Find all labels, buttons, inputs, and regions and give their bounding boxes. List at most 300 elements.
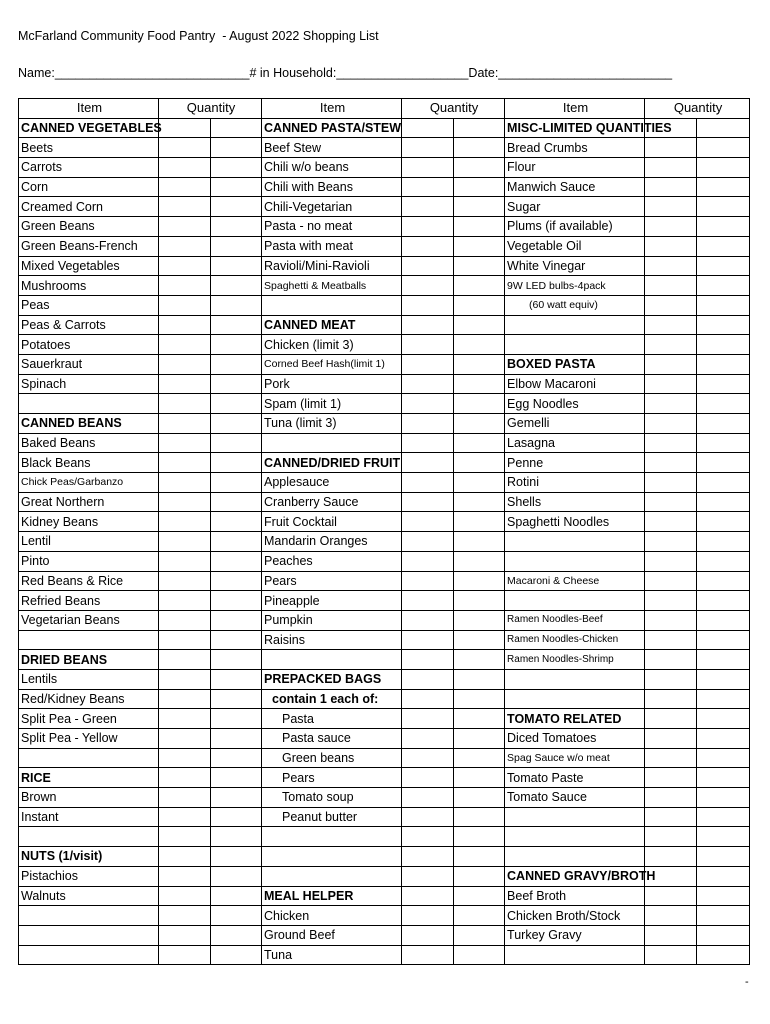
quantity-cell[interactable] xyxy=(454,945,505,965)
quantity-cell[interactable] xyxy=(159,610,211,630)
quantity-cell[interactable] xyxy=(697,354,750,374)
table-row xyxy=(19,748,750,768)
quantity-cell[interactable] xyxy=(211,591,262,611)
quantity-cell[interactable] xyxy=(211,276,262,296)
quantity-cell[interactable] xyxy=(697,433,750,453)
quantity-cell[interactable] xyxy=(645,354,697,374)
quantity-cell[interactable] xyxy=(402,315,454,335)
quantity-cell[interactable] xyxy=(402,197,454,217)
quantity-cell[interactable] xyxy=(402,335,454,355)
quantity-cell[interactable] xyxy=(159,217,211,237)
quantity-cell[interactable] xyxy=(402,610,454,630)
quantity-cell[interactable] xyxy=(645,532,697,552)
page-title: McFarland Community Food Pantry - August 2022 Shopping List xyxy=(18,29,379,43)
quantity-cell[interactable] xyxy=(211,138,262,158)
quantity-cell[interactable] xyxy=(159,138,211,158)
quantity-cell[interactable] xyxy=(454,669,505,689)
quantity-cell[interactable] xyxy=(645,650,697,670)
quantity-cell[interactable] xyxy=(402,945,454,965)
quantity-cell[interactable] xyxy=(159,925,211,945)
quantity-cell[interactable] xyxy=(454,866,505,886)
quantity-cell[interactable] xyxy=(697,217,750,237)
quantity-cell[interactable] xyxy=(402,158,454,178)
quantity-cell[interactable] xyxy=(697,610,750,630)
quantity-cell[interactable] xyxy=(402,295,454,315)
quantity-cell[interactable] xyxy=(454,610,505,630)
quantity-cell[interactable] xyxy=(454,807,505,827)
quantity-cell[interactable] xyxy=(159,906,211,926)
quantity-cell[interactable] xyxy=(645,276,697,296)
quantity-cell[interactable] xyxy=(402,414,454,434)
quantity-cell[interactable] xyxy=(402,866,454,886)
quantity-cell[interactable] xyxy=(402,847,454,867)
quantity-cell[interactable] xyxy=(402,748,454,768)
quantity-cell[interactable] xyxy=(697,138,750,158)
quantity-cell[interactable] xyxy=(159,768,211,788)
quantity-cell[interactable] xyxy=(402,709,454,729)
item-cell: Split Pea - Yellow xyxy=(19,729,159,749)
quantity-cell[interactable] xyxy=(211,295,262,315)
quantity-cell[interactable] xyxy=(697,473,750,493)
item-cell: Green Beans xyxy=(19,217,159,237)
quantity-cell[interactable] xyxy=(645,689,697,709)
quantity-cell[interactable] xyxy=(211,788,262,808)
quantity-cell[interactable] xyxy=(402,236,454,256)
quantity-cell[interactable] xyxy=(402,433,454,453)
quantity-cell[interactable] xyxy=(159,453,211,473)
quantity-cell[interactable] xyxy=(159,256,211,276)
quantity-cell[interactable] xyxy=(159,118,211,138)
quantity-cell[interactable] xyxy=(159,847,211,867)
quantity-cell[interactable] xyxy=(159,827,211,847)
table-row xyxy=(19,315,750,335)
quantity-cell[interactable] xyxy=(211,847,262,867)
item-cell: Ramen Noodles-Beef xyxy=(505,610,645,630)
quantity-cell[interactable] xyxy=(697,295,750,315)
quantity-cell[interactable] xyxy=(211,768,262,788)
quantity-cell[interactable] xyxy=(159,788,211,808)
item-cell: Plums (if available) xyxy=(505,217,645,237)
quantity-cell[interactable] xyxy=(402,669,454,689)
item-cell xyxy=(505,689,645,709)
quantity-cell[interactable] xyxy=(645,788,697,808)
quantity-cell[interactable] xyxy=(645,394,697,414)
quantity-cell[interactable] xyxy=(697,886,750,906)
item-cell: Potatoes xyxy=(19,335,159,355)
quantity-cell[interactable] xyxy=(645,177,697,197)
quantity-cell[interactable] xyxy=(454,236,505,256)
quantity-cell[interactable] xyxy=(402,276,454,296)
quantity-cell[interactable] xyxy=(454,158,505,178)
quantity-cell[interactable] xyxy=(697,118,750,138)
quantity-cell[interactable] xyxy=(645,453,697,473)
quantity-cell[interactable] xyxy=(211,158,262,178)
quantity-cell[interactable] xyxy=(645,217,697,237)
quantity-cell[interactable] xyxy=(645,591,697,611)
quantity-cell[interactable] xyxy=(454,177,505,197)
item-cell: Carrots xyxy=(19,158,159,178)
item-cell: Peaches xyxy=(262,551,402,571)
quantity-cell[interactable] xyxy=(402,492,454,512)
quantity-cell[interactable] xyxy=(454,689,505,709)
quantity-cell[interactable] xyxy=(697,512,750,532)
quantity-cell[interactable] xyxy=(211,551,262,571)
quantity-cell[interactable] xyxy=(159,512,211,532)
quantity-cell[interactable] xyxy=(454,197,505,217)
quantity-cell[interactable] xyxy=(454,453,505,473)
quantity-cell[interactable] xyxy=(454,374,505,394)
quantity-cell[interactable] xyxy=(159,414,211,434)
quantity-cell[interactable] xyxy=(697,492,750,512)
column-header-quantity: Quantity xyxy=(645,99,750,119)
table-row xyxy=(19,866,750,886)
quantity-cell[interactable] xyxy=(211,217,262,237)
quantity-cell[interactable] xyxy=(645,197,697,217)
item-cell: Diced Tomatoes xyxy=(505,729,645,749)
quantity-cell[interactable] xyxy=(454,709,505,729)
table-row xyxy=(19,906,750,926)
quantity-cell[interactable] xyxy=(402,532,454,552)
quantity-cell[interactable] xyxy=(645,669,697,689)
quantity-cell[interactable] xyxy=(697,669,750,689)
quantity-cell[interactable] xyxy=(402,256,454,276)
quantity-cell[interactable] xyxy=(645,374,697,394)
quantity-cell[interactable] xyxy=(211,374,262,394)
quantity-cell[interactable] xyxy=(159,807,211,827)
quantity-cell[interactable] xyxy=(159,177,211,197)
quantity-cell[interactable] xyxy=(211,650,262,670)
quantity-cell[interactable] xyxy=(454,354,505,374)
quantity-cell[interactable] xyxy=(159,315,211,335)
quantity-cell[interactable] xyxy=(402,768,454,788)
item-cell: Pears xyxy=(262,768,402,788)
quantity-cell[interactable] xyxy=(697,630,750,650)
quantity-cell[interactable] xyxy=(211,709,262,729)
item-cell: Refried Beans xyxy=(19,591,159,611)
quantity-cell[interactable] xyxy=(454,886,505,906)
quantity-cell[interactable] xyxy=(402,571,454,591)
quantity-cell[interactable] xyxy=(159,276,211,296)
quantity-cell[interactable] xyxy=(697,709,750,729)
quantity-cell[interactable] xyxy=(211,315,262,335)
quantity-cell[interactable] xyxy=(697,256,750,276)
quantity-cell[interactable] xyxy=(159,335,211,355)
quantity-cell[interactable] xyxy=(697,788,750,808)
quantity-cell[interactable] xyxy=(645,709,697,729)
quantity-cell[interactable] xyxy=(454,650,505,670)
table-row xyxy=(19,886,750,906)
quantity-cell[interactable] xyxy=(645,551,697,571)
quantity-cell[interactable] xyxy=(159,374,211,394)
quantity-cell[interactable] xyxy=(697,276,750,296)
quantity-cell[interactable] xyxy=(211,906,262,926)
quantity-cell[interactable] xyxy=(159,492,211,512)
quantity-cell[interactable] xyxy=(645,827,697,847)
quantity-cell[interactable] xyxy=(211,492,262,512)
quantity-cell[interactable] xyxy=(211,414,262,434)
quantity-cell[interactable] xyxy=(402,807,454,827)
quantity-cell[interactable] xyxy=(159,571,211,591)
quantity-cell[interactable] xyxy=(211,945,262,965)
quantity-cell[interactable] xyxy=(211,866,262,886)
quantity-cell[interactable] xyxy=(159,748,211,768)
item-cell: Gemelli xyxy=(505,414,645,434)
quantity-cell[interactable] xyxy=(454,630,505,650)
quantity-cell[interactable] xyxy=(402,118,454,138)
table-row xyxy=(19,847,750,867)
quantity-cell[interactable] xyxy=(211,256,262,276)
quantity-cell[interactable] xyxy=(159,295,211,315)
quantity-cell[interactable] xyxy=(159,197,211,217)
quantity-cell[interactable] xyxy=(454,591,505,611)
quantity-cell[interactable] xyxy=(454,768,505,788)
quantity-cell[interactable] xyxy=(645,256,697,276)
quantity-cell[interactable] xyxy=(402,473,454,493)
section-heading: CANNED GRAVY/BROTH xyxy=(505,866,645,886)
quantity-cell[interactable] xyxy=(211,827,262,847)
quantity-cell[interactable] xyxy=(454,906,505,926)
quantity-cell[interactable] xyxy=(645,236,697,256)
quantity-cell[interactable] xyxy=(645,433,697,453)
quantity-cell[interactable] xyxy=(645,729,697,749)
quantity-cell[interactable] xyxy=(697,906,750,926)
quantity-cell[interactable] xyxy=(159,945,211,965)
shopping-list-table xyxy=(18,98,750,965)
quantity-cell[interactable] xyxy=(645,630,697,650)
quantity-cell[interactable] xyxy=(697,197,750,217)
quantity-cell[interactable] xyxy=(645,512,697,532)
quantity-cell[interactable] xyxy=(402,630,454,650)
quantity-cell[interactable] xyxy=(159,433,211,453)
quantity-cell[interactable] xyxy=(454,335,505,355)
quantity-cell[interactable] xyxy=(211,610,262,630)
quantity-cell[interactable] xyxy=(697,394,750,414)
quantity-cell[interactable] xyxy=(159,650,211,670)
quantity-cell[interactable] xyxy=(159,591,211,611)
item-cell xyxy=(505,945,645,965)
item-cell: Pumpkin xyxy=(262,610,402,630)
quantity-cell[interactable] xyxy=(402,453,454,473)
quantity-cell[interactable] xyxy=(159,689,211,709)
quantity-cell[interactable] xyxy=(454,295,505,315)
quantity-cell[interactable] xyxy=(159,236,211,256)
quantity-cell[interactable] xyxy=(697,591,750,611)
quantity-cell[interactable] xyxy=(454,532,505,552)
item-cell: Great Northern xyxy=(19,492,159,512)
quantity-cell[interactable] xyxy=(645,473,697,493)
quantity-cell[interactable] xyxy=(211,512,262,532)
table-row xyxy=(19,374,750,394)
quantity-cell[interactable] xyxy=(645,315,697,335)
quantity-cell[interactable] xyxy=(402,354,454,374)
quantity-cell[interactable] xyxy=(645,414,697,434)
quantity-cell[interactable] xyxy=(454,551,505,571)
quantity-cell[interactable] xyxy=(211,197,262,217)
quantity-cell[interactable] xyxy=(697,768,750,788)
quantity-cell[interactable] xyxy=(159,630,211,650)
quantity-cell[interactable] xyxy=(645,807,697,827)
quantity-cell[interactable] xyxy=(211,177,262,197)
quantity-cell[interactable] xyxy=(454,217,505,237)
quantity-cell[interactable] xyxy=(697,689,750,709)
quantity-cell[interactable] xyxy=(454,138,505,158)
quantity-cell[interactable] xyxy=(645,295,697,315)
quantity-cell[interactable] xyxy=(645,571,697,591)
quantity-cell[interactable] xyxy=(402,729,454,749)
item-cell: Bread Crumbs xyxy=(505,138,645,158)
item-cell: Mandarin Oranges xyxy=(262,532,402,552)
quantity-cell[interactable] xyxy=(402,788,454,808)
quantity-cell[interactable] xyxy=(211,473,262,493)
quantity-cell[interactable] xyxy=(697,532,750,552)
quantity-cell[interactable] xyxy=(402,827,454,847)
quantity-cell[interactable] xyxy=(645,748,697,768)
quantity-cell[interactable] xyxy=(159,709,211,729)
quantity-cell[interactable] xyxy=(697,158,750,178)
quantity-cell[interactable] xyxy=(454,394,505,414)
quantity-cell[interactable] xyxy=(454,433,505,453)
quantity-cell[interactable] xyxy=(697,571,750,591)
quantity-cell[interactable] xyxy=(645,925,697,945)
quantity-cell[interactable] xyxy=(454,788,505,808)
quantity-cell[interactable] xyxy=(159,866,211,886)
quantity-cell[interactable] xyxy=(159,729,211,749)
quantity-cell[interactable] xyxy=(211,748,262,768)
quantity-cell[interactable] xyxy=(211,433,262,453)
quantity-cell[interactable] xyxy=(159,158,211,178)
quantity-cell[interactable] xyxy=(454,473,505,493)
quantity-cell[interactable] xyxy=(402,394,454,414)
quantity-cell[interactable] xyxy=(402,551,454,571)
quantity-cell[interactable] xyxy=(697,177,750,197)
quantity-cell[interactable] xyxy=(645,610,697,630)
table-row xyxy=(19,177,750,197)
quantity-cell[interactable] xyxy=(211,571,262,591)
quantity-cell[interactable] xyxy=(697,827,750,847)
quantity-cell[interactable] xyxy=(697,847,750,867)
quantity-cell[interactable] xyxy=(645,768,697,788)
quantity-cell[interactable] xyxy=(211,630,262,650)
column-header-quantity: Quantity xyxy=(402,99,505,119)
quantity-cell[interactable] xyxy=(697,807,750,827)
quantity-cell[interactable] xyxy=(211,354,262,374)
quantity-cell[interactable] xyxy=(402,886,454,906)
quantity-cell[interactable] xyxy=(645,335,697,355)
quantity-cell[interactable] xyxy=(402,512,454,532)
item-cell xyxy=(19,925,159,945)
quantity-cell[interactable] xyxy=(159,886,211,906)
quantity-cell[interactable] xyxy=(159,473,211,493)
quantity-cell[interactable] xyxy=(211,925,262,945)
quantity-cell[interactable] xyxy=(454,847,505,867)
quantity-cell[interactable] xyxy=(697,315,750,335)
item-cell: Ground Beef xyxy=(262,925,402,945)
quantity-cell[interactable] xyxy=(159,354,211,374)
item-cell: Walnuts xyxy=(19,886,159,906)
quantity-cell[interactable] xyxy=(697,551,750,571)
table-row xyxy=(19,158,750,178)
table-row xyxy=(19,354,750,374)
quantity-cell[interactable] xyxy=(454,118,505,138)
quantity-cell[interactable] xyxy=(697,866,750,886)
quantity-cell[interactable] xyxy=(211,669,262,689)
quantity-cell[interactable] xyxy=(697,945,750,965)
quantity-cell[interactable] xyxy=(402,138,454,158)
quantity-cell[interactable] xyxy=(645,945,697,965)
quantity-cell[interactable] xyxy=(211,236,262,256)
item-cell: Beets xyxy=(19,138,159,158)
quantity-cell[interactable] xyxy=(211,335,262,355)
quantity-cell[interactable] xyxy=(159,551,211,571)
quantity-cell[interactable] xyxy=(454,414,505,434)
quantity-cell[interactable] xyxy=(402,689,454,709)
quantity-cell[interactable] xyxy=(454,276,505,296)
quantity-cell[interactable] xyxy=(697,414,750,434)
quantity-cell[interactable] xyxy=(211,729,262,749)
quantity-cell[interactable] xyxy=(645,492,697,512)
quantity-cell[interactable] xyxy=(402,591,454,611)
quantity-cell[interactable] xyxy=(402,925,454,945)
quantity-cell[interactable] xyxy=(697,748,750,768)
quantity-cell[interactable] xyxy=(454,571,505,591)
item-cell: Tomato Paste xyxy=(505,768,645,788)
quantity-cell[interactable] xyxy=(211,807,262,827)
quantity-cell[interactable] xyxy=(645,847,697,867)
quantity-cell[interactable] xyxy=(402,177,454,197)
quantity-cell[interactable] xyxy=(454,256,505,276)
item-cell xyxy=(19,945,159,965)
quantity-cell[interactable] xyxy=(697,650,750,670)
table-row xyxy=(19,925,750,945)
quantity-cell[interactable] xyxy=(454,512,505,532)
quantity-cell[interactable] xyxy=(402,217,454,237)
quantity-cell[interactable] xyxy=(454,729,505,749)
table-row xyxy=(19,512,750,532)
quantity-cell[interactable] xyxy=(402,374,454,394)
item-cell: Ramen Noodles-Shrimp xyxy=(505,650,645,670)
quantity-cell[interactable] xyxy=(159,669,211,689)
quantity-cell[interactable] xyxy=(211,532,262,552)
quantity-cell[interactable] xyxy=(211,394,262,414)
quantity-cell[interactable] xyxy=(645,906,697,926)
quantity-cell[interactable] xyxy=(697,925,750,945)
quantity-cell[interactable] xyxy=(159,532,211,552)
quantity-cell[interactable] xyxy=(454,492,505,512)
quantity-cell[interactable] xyxy=(402,650,454,670)
quantity-cell[interactable] xyxy=(697,335,750,355)
quantity-cell[interactable] xyxy=(454,925,505,945)
quantity-cell[interactable] xyxy=(211,118,262,138)
quantity-cell[interactable] xyxy=(697,236,750,256)
table-row xyxy=(19,669,750,689)
quantity-cell[interactable] xyxy=(697,374,750,394)
quantity-cell[interactable] xyxy=(454,827,505,847)
quantity-cell[interactable] xyxy=(454,315,505,335)
quantity-cell[interactable] xyxy=(454,748,505,768)
quantity-cell[interactable] xyxy=(697,453,750,473)
quantity-cell[interactable] xyxy=(645,158,697,178)
quantity-cell[interactable] xyxy=(645,138,697,158)
quantity-cell[interactable] xyxy=(402,906,454,926)
quantity-cell[interactable] xyxy=(697,729,750,749)
item-cell: Applesauce xyxy=(262,473,402,493)
quantity-cell[interactable] xyxy=(645,886,697,906)
quantity-cell[interactable] xyxy=(211,689,262,709)
section-heading: TOMATO RELATED xyxy=(505,709,645,729)
quantity-cell[interactable] xyxy=(211,886,262,906)
quantity-cell[interactable] xyxy=(159,394,211,414)
quantity-cell[interactable] xyxy=(211,453,262,473)
